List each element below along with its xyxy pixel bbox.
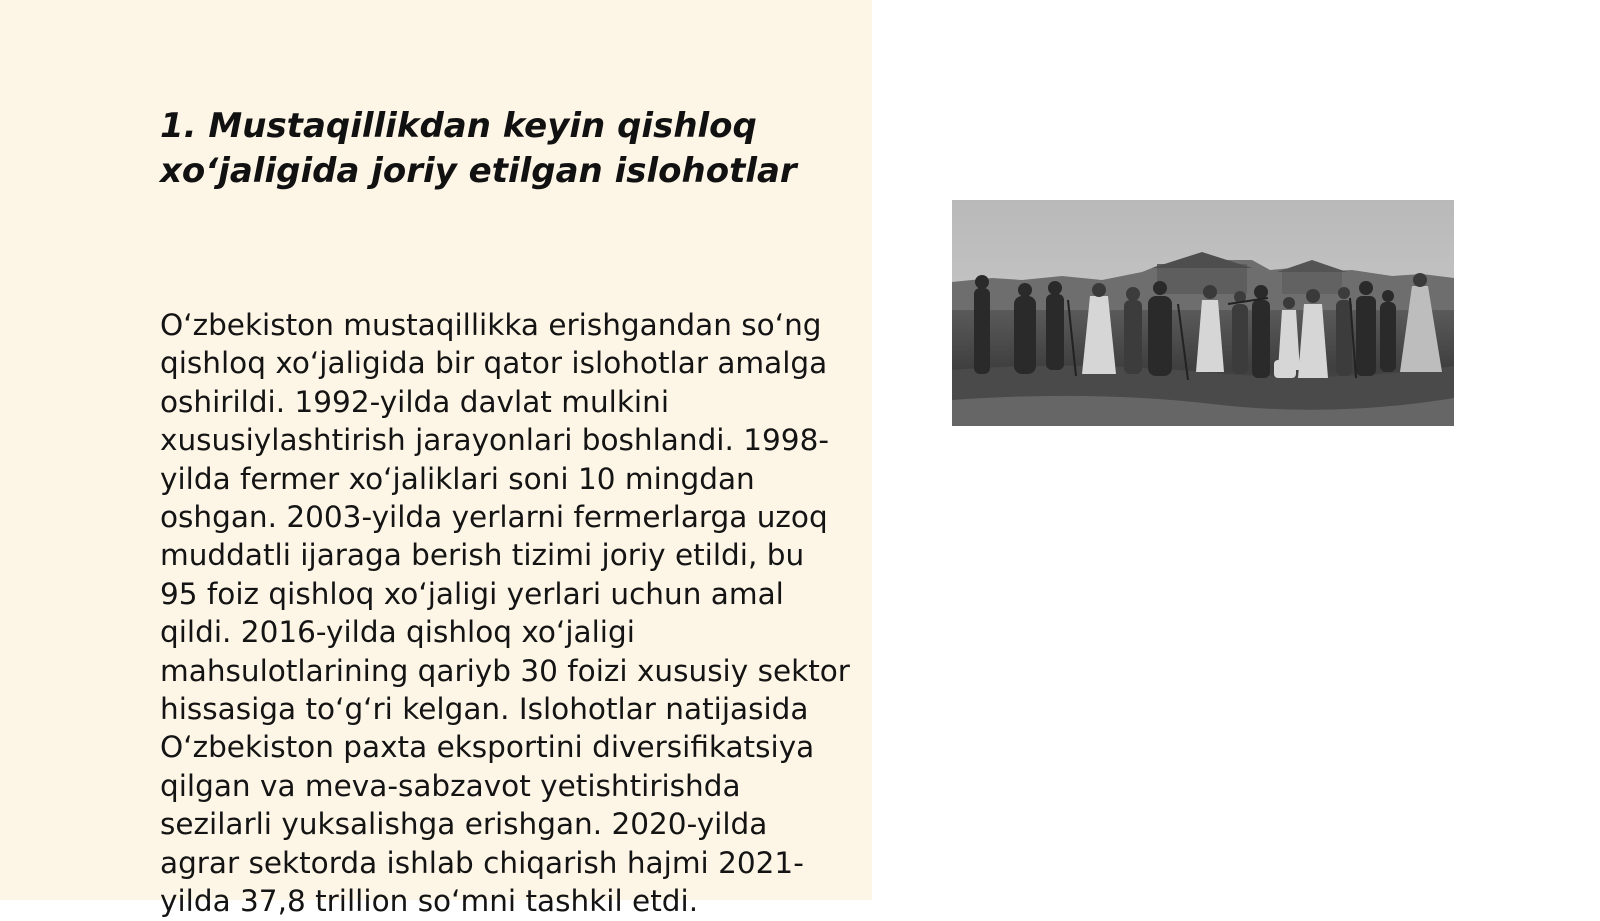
historical-farm-photo <box>952 200 1454 426</box>
slide-body-text: O‘zbekiston mustaqillikka erishgandan so‘ng qishloq xo‘jaligida bir qator islohotlar amalga oshirildi. 1992-yilda davlat mulkini xususiylashtirish jarayonlari boshlandi. 1998-yilda fermer xo‘jaliklari soni 10 mingdan oshgan. 2003-yilda yerlarni fermerlarga uzoq muddatli ijaraga berish tizimi joriy etildi, bu 95 foiz qishloq xo‘jaligi yerlari uchun amal qildi. 2016-yilda qishloq xo‘jaligi mahsulotlarining qariyb 30 foizi xususiy sektor hissasiga to‘g‘ri kelgan. Islohotlar natijasida O‘zbekiston paxta eksportini diversifikatsiya qilgan va meva-sabzavot yetishtirishda sezilarli yuksalishga erishgan. 2020-yilda agrar sektorda ishlab chiqarish hajmi 2021-yilda 37,8 trillion so‘mni tashkil etdi. <box>160 308 850 919</box>
slide-title: 1. Mustaqillikdan keyin qishloq xo‘jaligida joriy etilgan islohotlar <box>160 106 797 191</box>
